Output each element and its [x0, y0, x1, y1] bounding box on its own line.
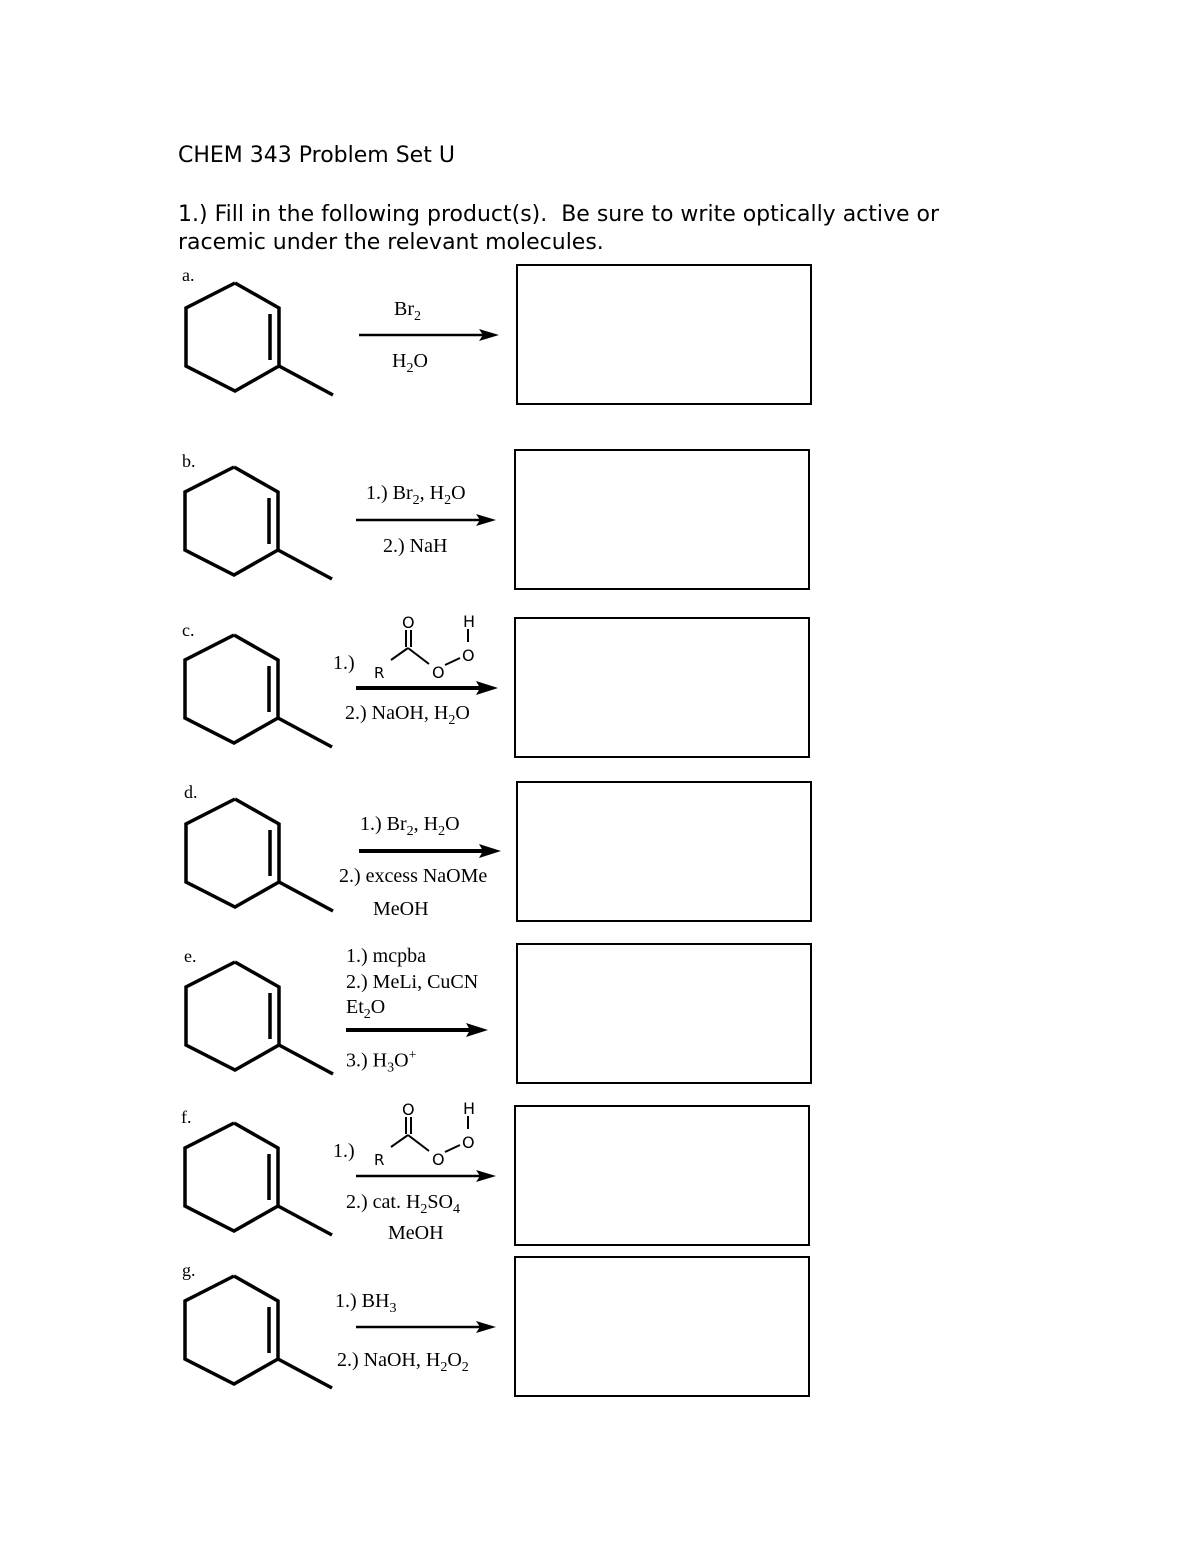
answer-box-c[interactable]	[514, 617, 810, 758]
r-group-f: R	[374, 1151, 385, 1169]
methylcyclohexene-b	[185, 467, 332, 579]
problem-label-b: b.	[182, 451, 196, 471]
reaction-arrow-a	[359, 329, 499, 341]
methylcyclohexene-g	[185, 1276, 332, 1388]
r-group-c: R	[374, 664, 385, 682]
reagent-e-below: 3.) $H_3O^+$	[346, 1048, 417, 1076]
answer-box-d[interactable]	[516, 781, 812, 922]
methylcyclohexene-c	[185, 635, 332, 747]
question-line-1: 1.) Fill in the following product(s). Be sure to write optically active or	[178, 202, 940, 227]
reagent-b-above: 1.) $Br_2$, $H_2O$	[366, 482, 466, 508]
problem-label-f: f.	[181, 1107, 192, 1127]
carbonyl-oxygen-f: O	[402, 1100, 415, 1119]
reagent-e-line-3: $Et_2O$	[346, 996, 386, 1022]
reagent-d-below-2: MeOH	[373, 898, 429, 920]
reagent-b-below: 2.) NaH	[383, 535, 448, 557]
reaction-arrow-b	[356, 514, 496, 526]
reagent-g-below: 2.) NaOH, $H_2O_2$	[337, 1349, 469, 1375]
reagent-e-line-1: 1.) mcpba	[346, 945, 426, 967]
reaction-arrow-e	[346, 1023, 488, 1037]
problem-label-g: g.	[182, 1260, 196, 1280]
question-line-2: racemic under the relevant molecules.	[178, 230, 604, 255]
methylcyclohexene-e	[186, 962, 333, 1074]
problem-label-e: e.	[184, 946, 197, 966]
carbonyl-oxygen-c: O	[402, 613, 415, 632]
reagent-f-step1: 1.)	[333, 1140, 355, 1162]
ester-oxygen-c: O	[432, 663, 445, 682]
reagent-g-above: 1.) $BH_3$	[335, 1290, 397, 1316]
answer-box-b[interactable]	[514, 449, 810, 590]
reagent-c-below: 2.) NaOH, $H_2O$	[345, 702, 470, 728]
answer-box-e[interactable]	[516, 943, 812, 1084]
problem-label-a: a.	[182, 265, 195, 285]
reagent-e-line-2: 2.) MeLi, CuCN	[346, 971, 479, 993]
peracid-structure-f	[374, 1099, 475, 1169]
peracid-structure-c	[374, 612, 475, 682]
methylcyclohexene-f	[185, 1123, 332, 1235]
hydroxyl-oxygen-f: O	[462, 1133, 475, 1152]
ester-oxygen-f: O	[432, 1150, 445, 1169]
reagent-f-below-2: MeOH	[388, 1222, 444, 1244]
hydroxyl-oxygen-c: O	[462, 646, 475, 665]
page-title: CHEM 343 Problem Set U	[178, 143, 455, 168]
reagent-f-below-1: 2.) cat. $H_2SO_4$	[346, 1191, 460, 1217]
answer-box-f[interactable]	[514, 1105, 810, 1246]
problem-label-c: c.	[182, 620, 195, 640]
reaction-arrow-c	[356, 681, 498, 695]
reaction-arrow-f	[356, 1170, 496, 1182]
hydroxyl-hydrogen-f: H	[463, 1099, 476, 1118]
answer-box-a[interactable]	[516, 264, 812, 405]
answer-box-g[interactable]	[514, 1256, 810, 1397]
reagent-d-below-1: 2.) excess NaOMe	[339, 865, 488, 887]
problem-label-d: d.	[184, 782, 198, 802]
reagent-a-above: $Br_2$	[394, 298, 421, 324]
reagent-d-above: 1.) $Br_2$, $H_2O$	[360, 813, 460, 839]
hydroxyl-hydrogen-c: H	[463, 612, 476, 631]
reagent-c-step1: 1.)	[333, 652, 355, 674]
reaction-arrow-d	[359, 844, 501, 858]
methylcyclohexene-d	[186, 799, 333, 911]
reaction-arrow-g	[356, 1321, 496, 1333]
methylcyclohexene-a	[186, 283, 333, 395]
reagent-a-below: $H_2O$	[392, 350, 428, 376]
